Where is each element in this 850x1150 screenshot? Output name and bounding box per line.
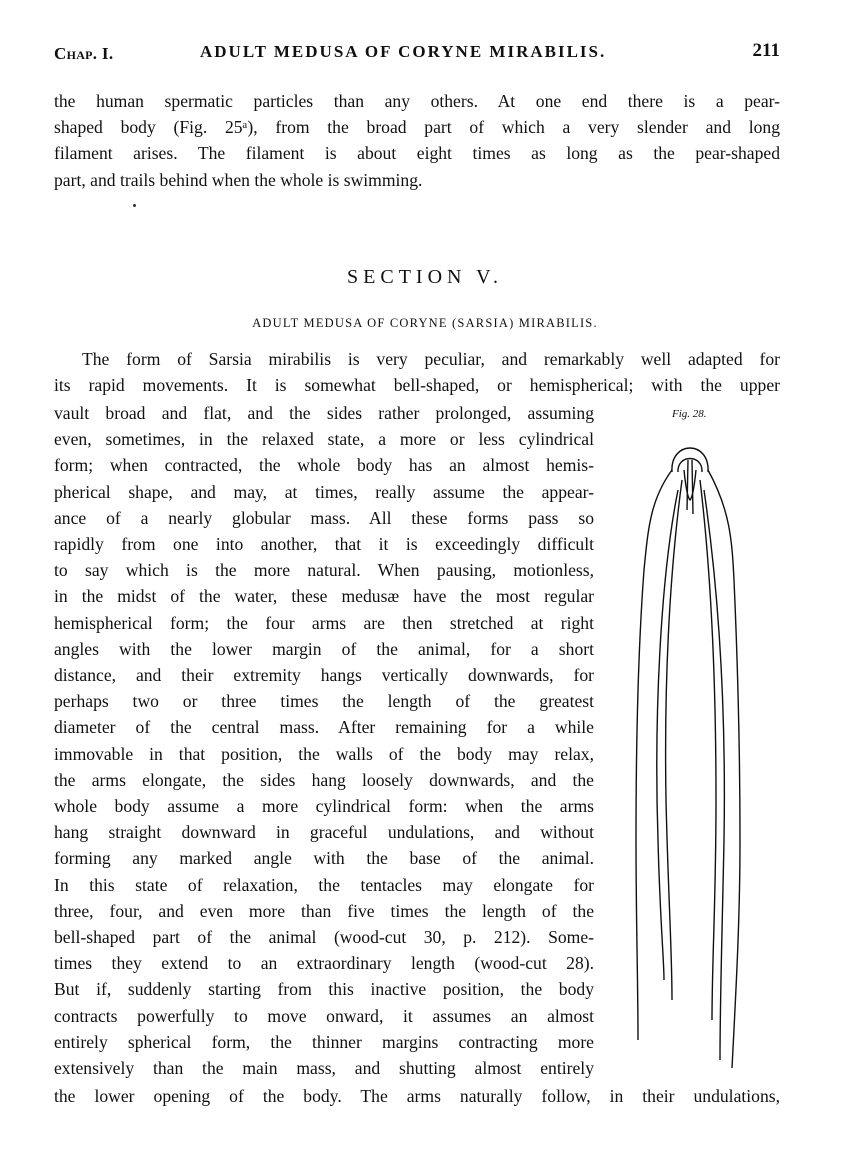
running-title: ADULT MEDUSA OF CORYNE MIRABILIS.	[200, 42, 607, 61]
tentacle	[657, 490, 678, 980]
main-paragraph-column	[54, 400, 594, 1081]
tentacle	[700, 480, 716, 1020]
text-line: vault broad and flat, and the sides rather prolonged, assuming	[54, 403, 594, 423]
text-line: times they extend to an extraordinary length (wood-cut 28).	[54, 953, 594, 974]
text-line: pherical shape, and may, at times, really assume the appear-	[54, 481, 594, 502]
text-line: angles with the lower margin of the animal, for a short	[54, 638, 594, 659]
text-line: the lower opening of the body. The arms naturally follow, in their undulations,	[54, 1086, 780, 1106]
text-line: diameter of the central mass. After remaining for a while	[54, 717, 594, 738]
text-line: immovable in that position, the walls of the body may relax,	[54, 743, 594, 764]
text-line: shaped body (Fig. 25ᵃ), from the broad part of which a very slender and long	[54, 117, 780, 138]
text-line: hang straight downward in graceful undulations, and without	[54, 822, 594, 843]
text-line: perhaps two or three times the length of the greatest	[54, 691, 594, 712]
text-line: But if, suddenly starting from this inactive position, the body	[54, 979, 594, 1000]
text-line: ance of a nearly globular mass. All these forms pass so	[54, 507, 594, 528]
text-line: entirely spherical form, the thinner margins contracting more	[54, 1031, 594, 1052]
page-number: 211	[752, 40, 780, 61]
text-line: contracts powerfully to move onward, it assumes an almost	[54, 1005, 594, 1026]
text-line: filament arises. The filament is about eight times as long as the pear-shaped	[54, 143, 780, 164]
body-left-outline	[636, 470, 672, 1040]
bell-apex	[672, 448, 708, 472]
text-line: The form of Sarsia mirabilis is very peculiar, and remarkably well adapted for	[82, 349, 780, 369]
page-header	[54, 38, 780, 68]
text-line: In this state of relaxation, the tentacles may elongate for	[54, 874, 594, 895]
text-line: the human spermatic particles than any others. At one end there is a pear-	[54, 91, 780, 111]
manubrium	[687, 460, 693, 514]
opening-paragraph	[54, 88, 780, 193]
chapter-label: Chap. I.	[54, 44, 114, 63]
text-line: extensively than the main mass, and shutting almost entirely	[54, 1058, 594, 1079]
stray-dot	[133, 204, 136, 207]
main-paragraph-top	[54, 346, 780, 398]
text-line: distance, and their extremity hangs vertically downwards, for	[54, 665, 594, 686]
medusa-figure	[620, 420, 760, 1070]
figure-label: Fig. 28.	[672, 408, 707, 420]
text-line: forming any marked angle with the base of the animal.	[54, 848, 594, 869]
section-subtitle: ADULT MEDUSA OF CORYNE (SARSIA) MIRABILIS.	[252, 316, 598, 330]
text-line: in the midst of the water, these medusæ have the most regular	[54, 586, 594, 607]
text-line: whole body assume a more cylindrical form: when the arms	[54, 796, 594, 817]
text-line: bell-shaped part of the animal (wood-cut 30, p. 212). Some-	[54, 927, 594, 948]
tentacle	[704, 490, 724, 1060]
text-line: three, four, and even more than five times the length of the	[54, 900, 594, 921]
text-line: the arms elongate, the sides hang loosely downwards, and the	[54, 769, 594, 790]
text-line: form; when contracted, the whole body has an almost hemis-	[54, 455, 594, 476]
text-line: part, and trails behind when the whole is swimming.	[54, 169, 423, 190]
section-title: SECTION V.	[347, 266, 503, 288]
text-line: even, sometimes, in the relaxed state, a more or less cylindrical	[54, 429, 594, 450]
text-line: its rapid movements. It is somewhat bell-shaped, or hemispherical; with the upper	[54, 375, 780, 396]
text-line: hemispherical form; the four arms are then stretched at right	[54, 612, 594, 633]
bell-inner	[678, 459, 702, 473]
main-paragraph-final-line	[54, 1083, 780, 1109]
text-line: rapidly from one into another, that it is exceedingly difficult	[54, 534, 594, 555]
text-line: to say which is the more natural. When pausing, motionless,	[54, 560, 594, 581]
